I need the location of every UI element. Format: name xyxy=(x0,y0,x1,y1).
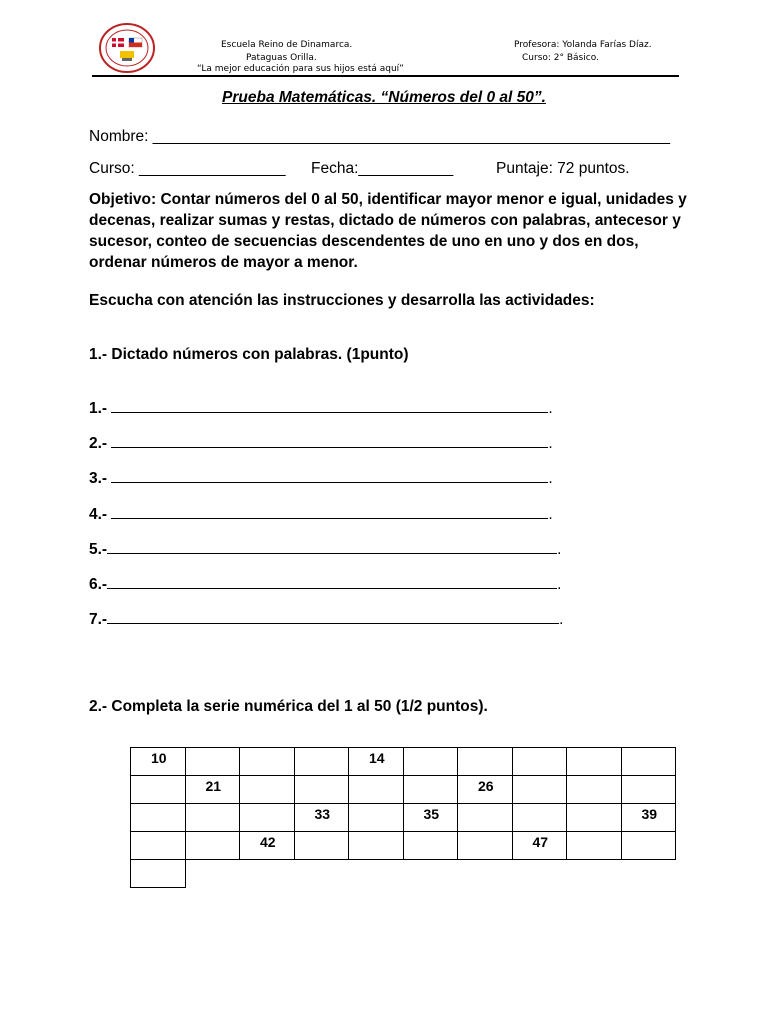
grid-cell[interactable]: 14 xyxy=(349,748,404,776)
line-end: . xyxy=(548,400,553,417)
grid-spacer xyxy=(185,860,676,888)
grid-cell[interactable] xyxy=(567,804,622,832)
grid-cell[interactable] xyxy=(458,832,513,860)
dictation-line-4[interactable] xyxy=(89,505,553,524)
grid-cell[interactable] xyxy=(458,748,513,776)
answer-blank[interactable] xyxy=(107,610,559,624)
course-info: Curso: 2° Básico. xyxy=(522,53,599,63)
grid-cell[interactable] xyxy=(131,776,186,804)
school-logo xyxy=(98,22,156,74)
grid-cell[interactable] xyxy=(349,776,404,804)
number-series-grid xyxy=(130,747,676,888)
grid-cell[interactable] xyxy=(512,776,567,804)
grid-cell[interactable] xyxy=(240,776,295,804)
grid-cell[interactable] xyxy=(294,748,349,776)
score-label: Puntaje: 72 puntos. xyxy=(496,160,630,177)
dictation-line-3[interactable] xyxy=(89,469,553,488)
objective-text: Objetivo: Contar números del 0 al 50, identificar mayor menor e igual, unidades y decenas, realizar sumas y restas, dictado de números con palabras, antecesor y sucesor, conteo de secuencias descendentes de uno en uno y dos en dos, ordenar números de mayor a menor. xyxy=(89,191,687,271)
grid-cell[interactable] xyxy=(294,776,349,804)
grid-cell[interactable] xyxy=(131,860,186,888)
dictation-line-7[interactable] xyxy=(89,610,563,629)
grid-cell[interactable] xyxy=(567,776,622,804)
dictation-number: 7.- xyxy=(89,611,108,628)
grid-cell[interactable]: 47 xyxy=(512,832,567,860)
grid-cell[interactable]: 39 xyxy=(621,804,676,832)
grid-cell[interactable]: 10 xyxy=(131,748,186,776)
school-location: Pataguas Orilla. xyxy=(246,53,317,63)
grid-cell[interactable] xyxy=(512,748,567,776)
grid-cell[interactable] xyxy=(131,804,186,832)
grid-cell[interactable]: 26 xyxy=(458,776,513,804)
grid-cell[interactable] xyxy=(349,804,404,832)
line-end: . xyxy=(548,506,553,523)
name-field[interactable]: Nombre: ____________________________________________________________ xyxy=(89,128,670,145)
grid-cell[interactable] xyxy=(240,804,295,832)
line-end: . xyxy=(548,435,553,452)
grid-row xyxy=(131,804,676,832)
grid-row xyxy=(131,860,676,888)
grid-cell[interactable]: 42 xyxy=(240,832,295,860)
grid-row xyxy=(131,748,676,776)
grid-cell[interactable] xyxy=(349,832,404,860)
dictation-number: 2.- xyxy=(89,435,112,452)
grid-cell[interactable]: 21 xyxy=(185,776,240,804)
dictation-number: 4.- xyxy=(89,506,112,523)
answer-blank[interactable] xyxy=(111,399,548,413)
dictation-number: 6.- xyxy=(89,576,108,593)
grid-cell[interactable] xyxy=(621,832,676,860)
dictation-number: 1.- xyxy=(89,400,112,417)
grid-row xyxy=(131,776,676,804)
grid-cell[interactable] xyxy=(567,832,622,860)
grid-cell[interactable] xyxy=(403,776,458,804)
line-end: . xyxy=(557,541,562,558)
grid-cell[interactable] xyxy=(131,832,186,860)
grid-cell[interactable] xyxy=(185,832,240,860)
grid-cell[interactable] xyxy=(621,776,676,804)
dictation-line-5[interactable] xyxy=(89,540,561,559)
grid-cell[interactable]: 33 xyxy=(294,804,349,832)
grid-cell[interactable] xyxy=(240,748,295,776)
header-divider xyxy=(92,75,679,77)
grid-cell[interactable] xyxy=(458,804,513,832)
line-end: . xyxy=(548,470,553,487)
grid-cell[interactable] xyxy=(185,804,240,832)
grid-cell[interactable] xyxy=(567,748,622,776)
grid-cell[interactable] xyxy=(403,748,458,776)
instructions-text: Escucha con atención las instrucciones y desarrolla las actividades: xyxy=(89,292,595,309)
answer-blank[interactable] xyxy=(111,469,548,483)
dictation-line-1[interactable] xyxy=(89,399,553,418)
answer-blank[interactable] xyxy=(107,540,557,554)
answer-blank[interactable] xyxy=(107,575,557,589)
grid-cell[interactable] xyxy=(294,832,349,860)
line-end: . xyxy=(559,611,564,628)
grid-cell[interactable] xyxy=(512,804,567,832)
dictation-number: 3.- xyxy=(89,470,112,487)
school-name: Escuela Reino de Dinamarca. xyxy=(221,40,353,50)
line-end: . xyxy=(557,576,562,593)
date-field[interactable]: Fecha:___________ xyxy=(311,160,454,177)
section2-heading: 2.- Completa la serie numérica del 1 al 50 (1/2 puntos). xyxy=(89,698,488,715)
grid-cell[interactable]: 35 xyxy=(403,804,458,832)
page-title: Prueba Matemáticas. “Números del 0 al 50”. xyxy=(222,89,546,106)
dictation-line-6[interactable] xyxy=(89,575,561,594)
answer-blank[interactable] xyxy=(111,434,548,448)
grid-cell[interactable] xyxy=(403,832,458,860)
dictation-line-2[interactable] xyxy=(89,434,553,453)
grid-cell[interactable] xyxy=(185,748,240,776)
answer-blank[interactable] xyxy=(111,505,548,519)
grid-cell[interactable] xyxy=(621,748,676,776)
section1-heading: 1.- Dictado números con palabras. (1punto) xyxy=(89,346,409,363)
school-motto: “La mejor educación para sus hijos está aquí” xyxy=(197,64,404,74)
dictation-number: 5.- xyxy=(89,541,108,558)
teacher-name: Profesora: Yolanda Farías Díaz. xyxy=(514,40,652,50)
grid-row xyxy=(131,832,676,860)
course-field[interactable]: Curso: _________________ xyxy=(89,160,286,177)
